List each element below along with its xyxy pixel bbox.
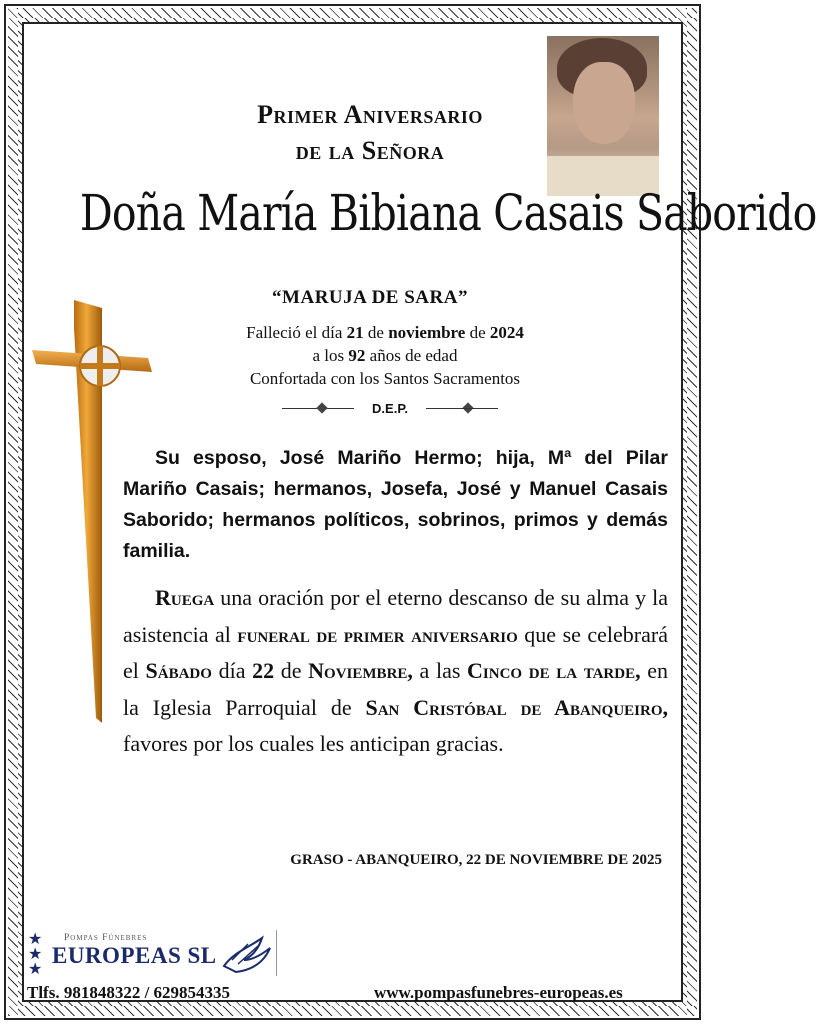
phone-numbers: Tlfs. 981848322 / 629854335 bbox=[27, 983, 231, 1002]
dep-label: D.E.P. bbox=[372, 401, 408, 416]
website-link[interactable]: www.pompasfunebres-europeas.es bbox=[374, 983, 623, 1002]
stars-icon: ★ ★ ★ bbox=[28, 931, 43, 978]
dep-divider bbox=[270, 401, 510, 417]
sacraments-line: Confortada con los Santos Sacramentos bbox=[249, 369, 521, 388]
funeral-home-logo bbox=[24, 930, 284, 982]
logo-brand: EUROPEAS SL bbox=[52, 943, 217, 968]
deceased-name: Doña María Bibiana Casais Saborido bbox=[79, 184, 817, 242]
family-paragraph: Su esposo, José Mariño Hermo; hija, Mª del Pilar Mariño Casais; hermanos, Josefa, José y Manuel Casais Saborido; hermanos políticos, sobrinos, primos y demás familia. bbox=[123, 447, 668, 562]
header-title-line2: de la Señora bbox=[295, 136, 445, 165]
logo-subtitle: Pompas Fúnebres bbox=[64, 933, 148, 943]
portrait-photo bbox=[547, 36, 659, 184]
nickname: “MARUJA DE SARA” bbox=[272, 287, 468, 308]
place-date-line: GRASO - ABANQUEIRO, 22 DE NOVIEMBRE DE 2025 bbox=[290, 852, 662, 868]
age-line: a los 92 años de edad bbox=[312, 346, 458, 365]
invitation-paragraph: Ruega una oración por el eterno descanso de su alma y la asistencia al funeral de primer aniversario que se celebrará el Sábado día 22 de Noviembre, a las Cinco de la tarde, en la Iglesia Parroquial de San Cristóbal de Abanqueiro, favores por los cuales les anticipan gracias. bbox=[123, 585, 669, 756]
dove-icon bbox=[218, 930, 278, 978]
death-date-line: Falleció el día 21 de noviembre de 2024 bbox=[246, 323, 524, 342]
header-title-line1: Primer Aniversario bbox=[257, 100, 483, 129]
